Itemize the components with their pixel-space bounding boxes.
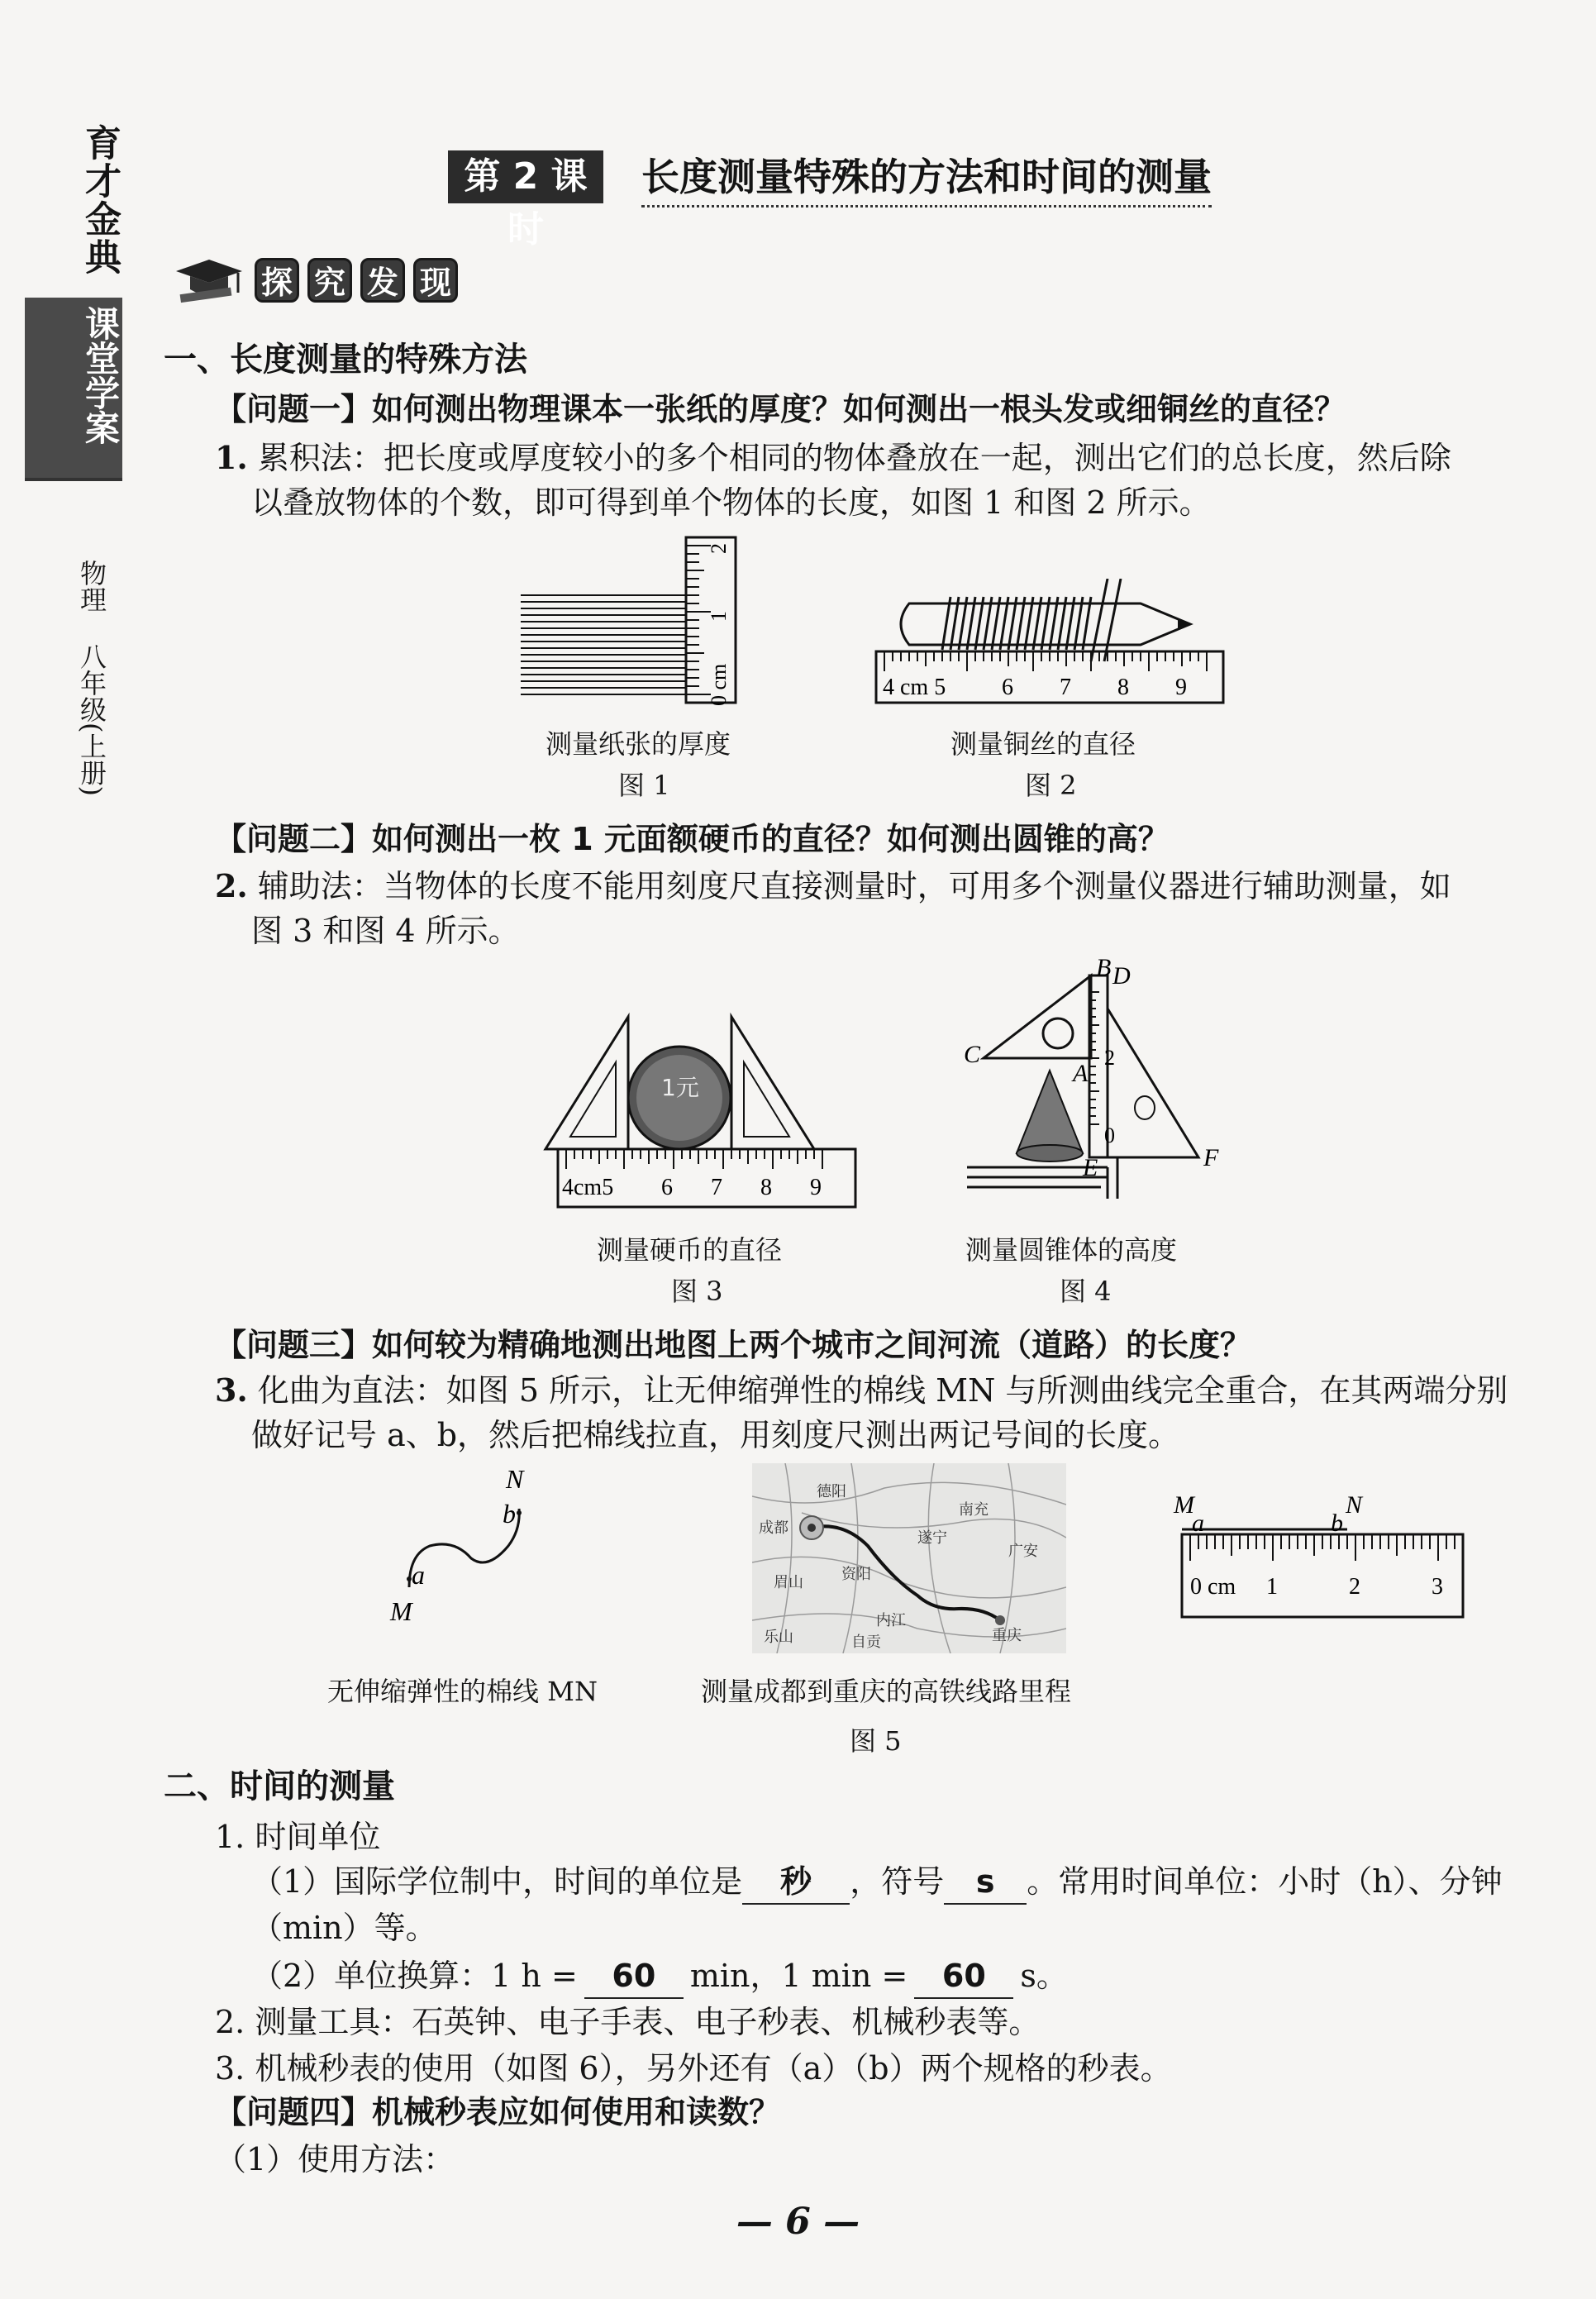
- si-unit-post: 。常用时间单位：小时（h）、分钟: [1027, 1863, 1503, 1900]
- fig4-label: 图 4: [1060, 1276, 1112, 1307]
- fig4-point-E: E: [1083, 1154, 1098, 1181]
- fig2-tick-2: 7: [1060, 675, 1071, 700]
- graduation-cap-icon: [172, 256, 246, 306]
- fig5b-caption: 测量成都到重庆的高铁线路里程: [701, 1676, 1072, 1707]
- question-4: 【问题四】机械秒表应如何使用和读数？: [215, 2094, 781, 2130]
- fig4-point-D: D: [1112, 962, 1131, 990]
- item3-line1: [215, 1369, 1508, 1412]
- badge-char-3: 发: [360, 258, 405, 303]
- figure-4-diagram: [942, 951, 1240, 1223]
- lesson-title: 长度测量特殊的方法和时间的测量: [641, 150, 1212, 207]
- fig3-tick-0: 4cm5: [562, 1175, 614, 1200]
- si-unit-line2: （min）等。: [251, 1910, 437, 1946]
- fig1-tick-2: 2: [707, 543, 731, 554]
- map-city-neijiang: 内江: [876, 1612, 906, 1629]
- fig4-point-B: B: [1096, 954, 1112, 981]
- item3-text: 化曲为直法：如图 5 所示，让无伸缩弹性的棉线 MN 与所测曲线完全重合，在其两端分别: [257, 1372, 1508, 1409]
- item3-number: 3.: [215, 1371, 248, 1409]
- fig2-tick-1: 6: [1002, 675, 1013, 700]
- map-city-ziyang: 资阳: [841, 1566, 871, 1583]
- subject-grade: [74, 504, 107, 851]
- item2-number: 2.: [215, 867, 248, 904]
- fig5c-tick-1: 1: [1266, 1574, 1278, 1600]
- map-city-leshan: 乐山: [764, 1629, 793, 1646]
- figure-5b-map: [752, 1463, 1066, 1653]
- figure-1-diagram: [512, 529, 760, 711]
- conversion-line: [251, 1954, 1068, 1999]
- blank-unit-answer: 秒: [742, 1860, 850, 1905]
- map-city-chongqing: 重庆: [992, 1627, 1022, 1644]
- fig4-caption: 测量圆锥体的高度: [965, 1234, 1178, 1266]
- fig1-label: 图 1: [618, 770, 670, 801]
- time-units-heading: 1. 时间单位: [215, 1819, 381, 1855]
- fig3-caption: 测量硬币的直径: [597, 1234, 783, 1266]
- fig4-point-A: A: [1073, 1060, 1089, 1087]
- fig2-caption: 测量铜丝的直径: [950, 728, 1136, 760]
- item2-text: 辅助法：当物体的长度不能用刻度尺直接测量时，可用多个测量仪器进行辅助测量，如: [257, 868, 1451, 904]
- figure-5c-diagram: [1165, 1485, 1471, 1634]
- question-3: 【问题三】如何较为精确地测出地图上两个城市之间河流（道路）的长度？: [215, 1327, 1252, 1363]
- fig4-point-F: F: [1203, 1144, 1219, 1171]
- fig5c-tick-3: 3: [1432, 1574, 1443, 1600]
- usage-line: （1）使用方法：: [215, 2141, 455, 2177]
- map-city-deyang: 德阳: [817, 1483, 846, 1500]
- badge-char-1: 探: [255, 258, 299, 303]
- fig5c-tick-2: 2: [1349, 1574, 1360, 1600]
- conversion-pre: （2）单位换算：1 h =: [251, 1958, 578, 1994]
- fig5-label: 图 5: [850, 1725, 902, 1757]
- fig3-tick-2: 7: [711, 1175, 722, 1200]
- grade: 八年级(上册): [76, 642, 107, 796]
- conversion-mid: min，1 min =: [689, 1958, 908, 1994]
- figure-5a-diagram: [364, 1463, 562, 1629]
- fig2-tick-4: 9: [1175, 675, 1187, 700]
- question-1: 【问题一】如何测出物理课本一张纸的厚度？如何测出一根头发或细铜丝的直径？: [215, 391, 1346, 427]
- fig4-tick-0: 0: [1104, 1123, 1115, 1147]
- fig2-tick-0: 4 cm 5: [883, 675, 946, 700]
- fig5a-point-M: M: [390, 1596, 412, 1626]
- item1-text: 累积法：把长度或厚度较小的多个相同的物体叠放在一起，测出它们的总长度，然后除: [257, 440, 1451, 476]
- stopwatch-line: 3. 机械秒表的使用（如图 6），另外还有（a）（b）两个规格的秒表。: [215, 2050, 1172, 2087]
- fig4-tick-2: 2: [1104, 1046, 1115, 1070]
- map-city-meishan: 眉山: [774, 1574, 803, 1591]
- badge-char-2: 究: [307, 258, 352, 303]
- page-number: — 6 —: [736, 2201, 860, 2243]
- fig4-point-C: C: [964, 1041, 981, 1068]
- fig2-label: 图 2: [1025, 770, 1077, 801]
- conversion-post: s。: [1020, 1958, 1068, 1994]
- question-2: 【问题二】如何测出一枚 1 元面额硬币的直径？如何测出圆锥的高？: [215, 821, 1170, 857]
- si-unit-line: [251, 1860, 1503, 1905]
- tools-line: 2. 测量工具：石英钟、电子手表、电子秒表、机械秒表等。: [215, 2004, 1041, 2040]
- fig3-label: 图 3: [671, 1276, 723, 1307]
- lesson-tag: 第 2 课时: [448, 150, 603, 203]
- item2-line2: 图 3 和图 4 所示。: [251, 913, 520, 949]
- item3-line2: 做好记号 a、b，然后把棉线拉直，用刻度尺测出两记号间的长度。: [251, 1417, 1180, 1453]
- blank-hour-minutes: 60: [584, 1954, 684, 1999]
- fig3-tick-3: 8: [760, 1175, 772, 1200]
- fig5a-point-a: a: [412, 1560, 425, 1590]
- map-city-zigong: 自贡: [851, 1634, 881, 1651]
- item1-number: 1.: [215, 439, 248, 476]
- si-unit-mid: ，符号: [850, 1863, 945, 1900]
- fig3-tick-4: 9: [810, 1175, 822, 1200]
- spine-divider: [25, 478, 122, 481]
- badge-char-4: 现: [413, 258, 458, 303]
- map-city-suining: 遂宁: [917, 1529, 947, 1547]
- fig3-tick-1: 6: [661, 1175, 673, 1200]
- item1-line1: [215, 436, 1451, 479]
- item2-line1: [215, 865, 1451, 908]
- si-unit-pre: （1）国际学位制中，时间的单位是: [251, 1863, 743, 1900]
- fig5c-point-a: a: [1192, 1510, 1204, 1537]
- section2-heading: 二、时间的测量: [164, 1767, 395, 1805]
- blank-symbol-answer: s: [944, 1860, 1027, 1905]
- fig5a-point-N: N: [506, 1464, 524, 1494]
- item1-line2: 以叠放物体的个数，即可得到单个物体的长度，如图 1 和图 2 所示。: [251, 484, 1211, 521]
- figure-2-diagram: [860, 579, 1240, 711]
- fig1-tick-0: 0 cm: [707, 663, 731, 706]
- subject: 物理: [76, 560, 107, 613]
- fig1-tick-1: 1: [707, 611, 731, 622]
- fig5c-point-N: N: [1346, 1491, 1363, 1519]
- map-city-chengdu: 成都: [759, 1519, 788, 1537]
- map-city-nanchong: 南充: [959, 1501, 989, 1519]
- coin-face-text: 1元: [661, 1074, 699, 1101]
- figure-3-diagram: [537, 1000, 868, 1223]
- fig5c-tick-0: 0 cm: [1190, 1574, 1236, 1600]
- series-vertical: 课堂学案: [80, 306, 121, 445]
- fig5c-point-b: b: [1331, 1510, 1343, 1537]
- fig5a-caption: 无伸缩弹性的棉线 MN: [327, 1676, 598, 1707]
- fig2-tick-3: 8: [1117, 675, 1129, 700]
- fig5c-point-M: M: [1174, 1491, 1194, 1519]
- brand-vertical: 育才金典: [79, 124, 121, 276]
- blank-minute-seconds: 60: [914, 1954, 1013, 1999]
- fig5a-point-b: b: [503, 1499, 516, 1529]
- section1-heading: 一、长度测量的特殊方法: [164, 341, 527, 379]
- map-city-guangan: 广安: [1008, 1543, 1038, 1560]
- fig1-caption: 测量纸张的厚度: [545, 728, 731, 760]
